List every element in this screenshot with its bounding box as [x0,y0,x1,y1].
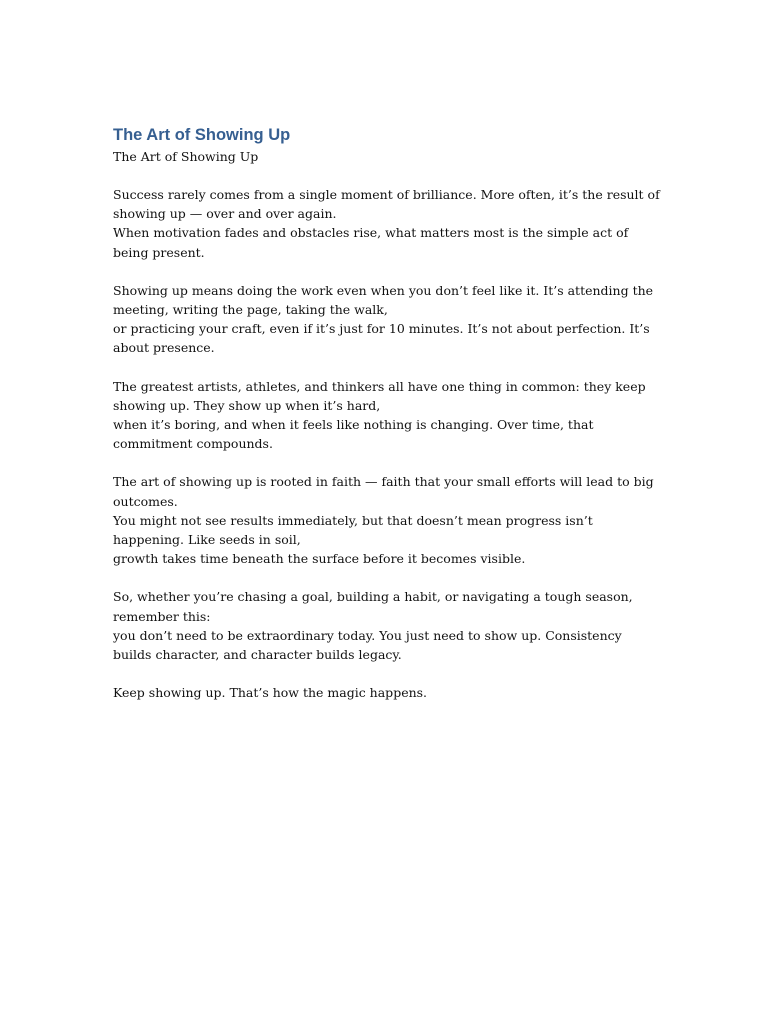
paragraph-line: Keep showing up. That’s how the magic happens. [113,685,428,701]
paragraph-3 [113,377,661,454]
paragraph-6 [113,683,661,702]
paragraph-5 [113,587,661,664]
paragraph-line: growth takes time beneath the surface before it becomes visible. [113,551,526,567]
paragraph-line: You might not see results immediately, but that doesn’t mean progress isn’t happening. Like seeds in soil, [113,512,593,548]
paragraph-2 [113,281,661,358]
paragraph-1 [113,185,661,262]
paragraph-line: When motivation fades and obstacles rise, what matters most is the simple act of being present. [113,225,629,260]
paragraph-line: you don’t need to be extraordinary today. You just need to show up. Consistency builds character, and character builds legacy. [113,627,622,663]
paragraph-line: Success rarely comes from a single moment of brilliance. More often, it’s the result of showing up — over and over again. [113,187,660,222]
paragraph-line: The greatest artists, athletes, and thinkers all have one thing in common: they keep showing up. They show up when it’s hard, [113,378,646,413]
paragraph-4 [113,472,661,568]
paragraph-line: The art of showing up is rooted in faith — faith that your small efforts will lead to big outcomes. [113,474,654,509]
document-subtitle: The Art of Showing Up [113,149,259,164]
paragraph-line: So, whether you’re chasing a goal, building a habit, or navigating a tough season, remember this: [113,589,633,624]
paragraph-line: Showing up means doing the work even when you don’t feel like it. It’s attending the meeting, writing the page, taking the walk, [113,282,654,318]
document-heading: The Art of Showing Up [113,126,291,144]
paragraph-line: or practicing your craft, even if it’s just for 10 minutes. It’s not about perfection. It’s about presence. [113,321,650,356]
paragraph-line: when it’s boring, and when it feels like nothing is changing. Over time, that commitment compounds. [113,417,594,452]
document-page [113,123,661,702]
